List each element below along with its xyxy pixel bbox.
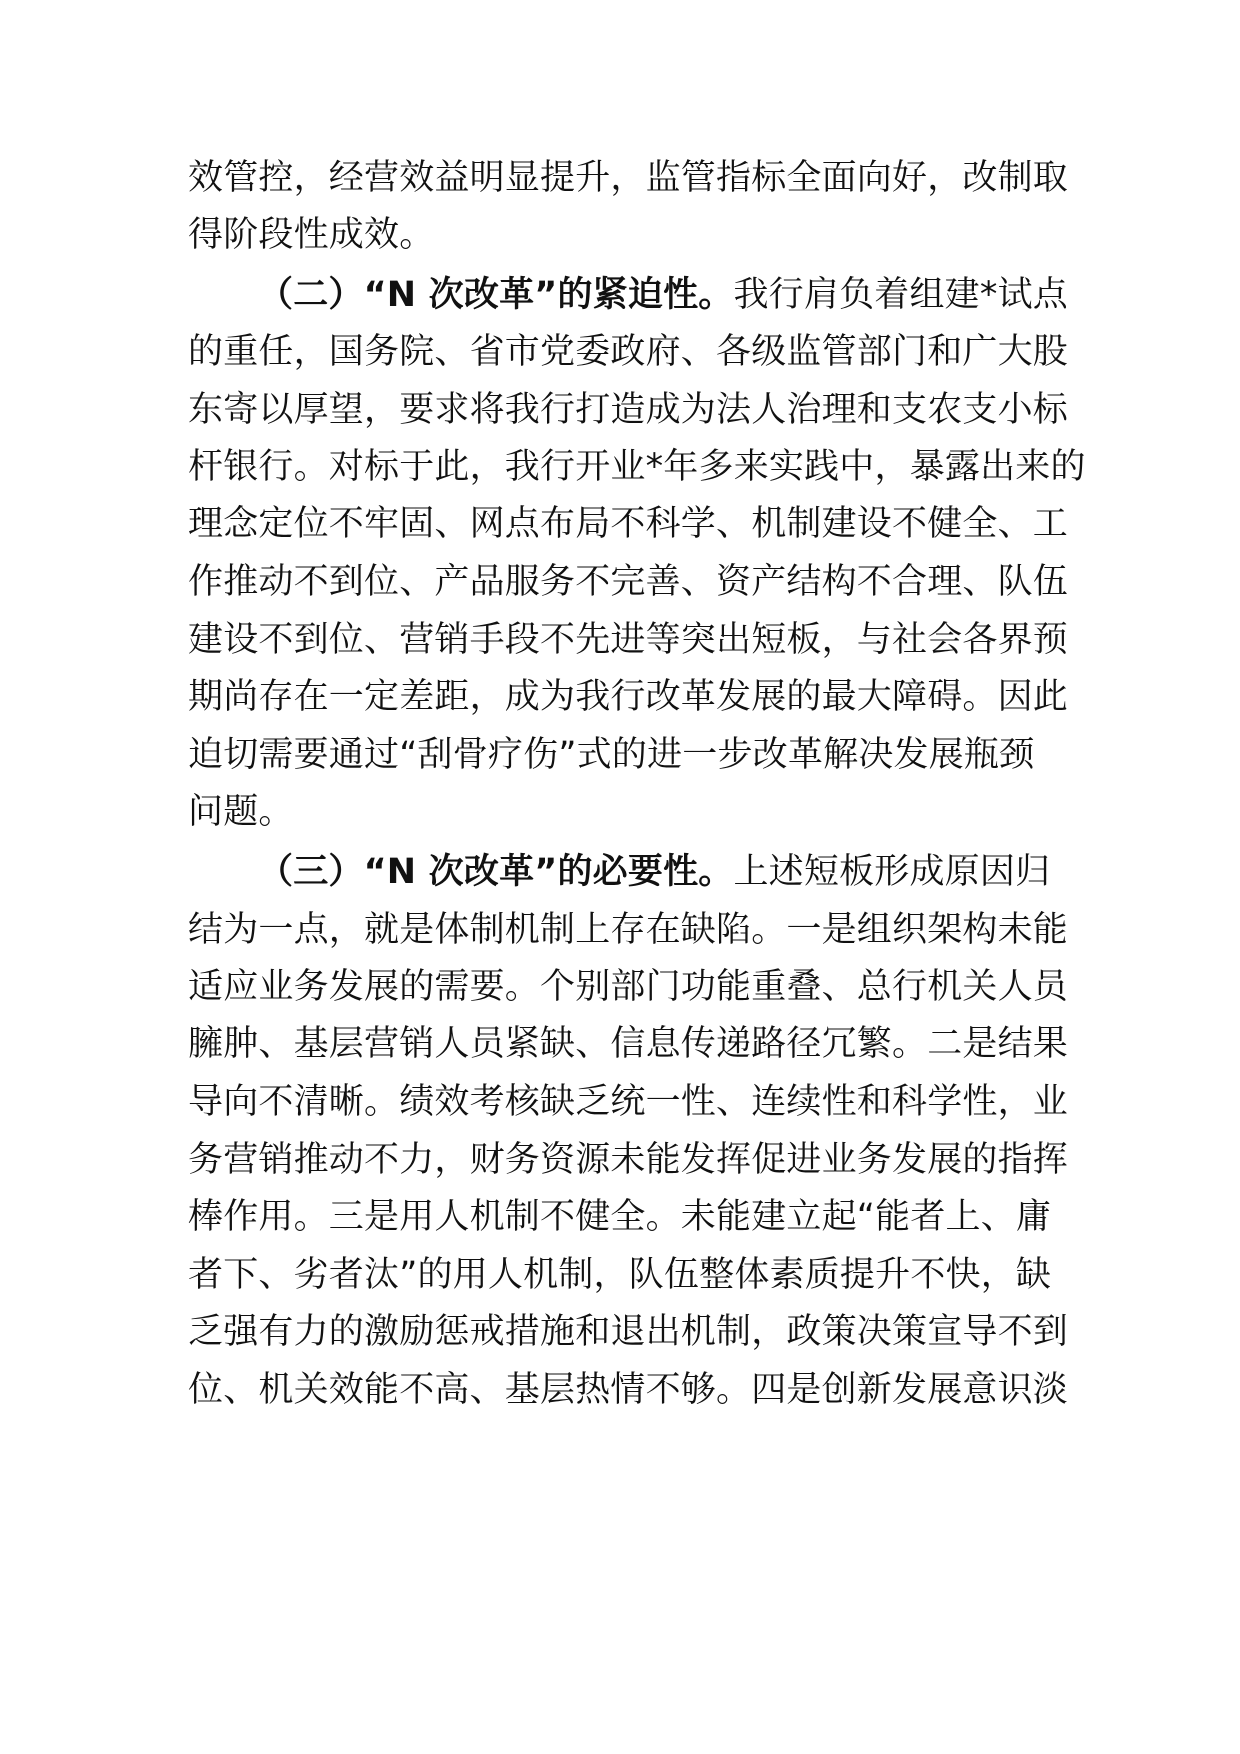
paragraph-line: 问题。 — [188, 792, 294, 832]
paragraph-line: 得阶段性成效。 — [188, 215, 435, 255]
section-2-heading: （二）“N 次改革”的紧迫性。 — [258, 275, 734, 315]
paragraph-line: 棒作用。三是用人机制不健全。未能建立起“能者上、庸 — [188, 1197, 1052, 1237]
paragraph-line: 迫切需要通过“刮骨疗伤”式的进一步改革解决发展瓶颈 — [188, 735, 1035, 775]
paragraph-line: 结为一点，就是体制机制上存在缺陷。一是组织架构未能 — [188, 910, 1069, 950]
paragraph-line: 适应业务发展的需要。个别部门功能重叠、总行机关人员 — [188, 967, 1069, 1007]
paragraph-line: 期尚存在一定差距，成为我行改革发展的最大障碍。因此 — [188, 677, 1069, 717]
section-3-heading: （三）“N 次改革”的必要性。 — [258, 852, 734, 892]
paragraph-line: 理念定位不牢固、网点布局不科学、机制建设不健全、工 — [188, 504, 1069, 544]
paragraph-line: 导向不清晰。绩效考核缺乏统一性、连续性和科学性，业 — [188, 1082, 1069, 1122]
section-3-first-text: 上述短板形成原因归 — [733, 852, 1051, 892]
paragraph-line: 效管控，经营效益明显提升，监管指标全面向好，改制取 — [188, 158, 1069, 198]
section-3-first-line — [258, 846, 1060, 898]
paragraph-line: 务营销推动不力，财务资源未能发挥促进业务发展的指挥 — [188, 1140, 1069, 1180]
paragraph-line: 建设不到位、营销手段不先进等突出短板，与社会各界预 — [188, 620, 1069, 660]
paragraph-line: 位、机关效能不高、基层热情不够。四是创新发展意识淡 — [188, 1370, 1069, 1410]
section-2-first-line — [258, 269, 1068, 321]
paragraph-line: 东寄以厚望，要求将我行打造成为法人治理和支农支小标 — [188, 390, 1069, 430]
paragraph-line: 作推动不到位、产品服务不完善、资产结构不合理、队伍 — [188, 562, 1069, 602]
paragraph-line: 者下、劣者汰”的用人机制，队伍整体素质提升不快，缺 — [188, 1255, 1052, 1295]
paragraph-line: 乏强有力的激励惩戒措施和退出机制，政策决策宣导不到 — [188, 1312, 1069, 1352]
paragraph-line: 的重任，国务院、省市党委政府、各级监管部门和广大股 — [188, 332, 1069, 372]
paragraph-line: 臃肿、基层营销人员紧缺、信息传递路径冗繁。二是结果 — [188, 1024, 1069, 1064]
paragraph-line: 杆银行。对标于此，我行开业*年多来实践中，暴露出来的 — [188, 447, 1086, 487]
section-2-first-text: 我行肩负着组建*试点 — [733, 275, 1068, 315]
